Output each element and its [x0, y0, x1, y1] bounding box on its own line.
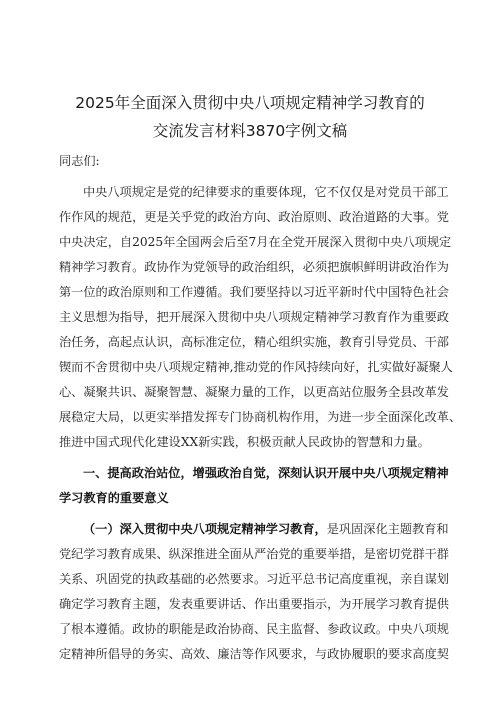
paragraph-2-text: 是巩固深化主题教育和 [326, 522, 449, 536]
paragraph-2-line: 确定学习教育主题，发表重要讲话、作出重要指示，为开展学习教育提供 [59, 597, 449, 611]
paragraph-1-line: 中央八项规定是党的纪律要求的重要体现，它不仅仅是对党员干部工 [83, 185, 449, 199]
salutation: 同志们: [59, 154, 100, 168]
paragraph-2-line: 党纪学习教育成果、纵深推进全面从严治党的重要举措，是密切党群干群 [59, 547, 449, 561]
document-title-line-2: 交流发言材料3870字例文稿 [152, 122, 348, 140]
document-title-line-1: 2025年全面深入贯彻中央八项规定精神学习教育的 [75, 94, 425, 112]
paragraph-1-line: 第一位的政治原则和工作遵循。我们要坚持以习近平新时代中国特色社会 [59, 285, 449, 299]
subsection-heading-1: （一）深入贯彻中央八项规定精神学习教育， [83, 522, 327, 536]
paragraph-2-line: 定精神所倡导的务实、高效、廉洁等作风要求，与政协履职的要求高度契 [59, 647, 449, 661]
paragraph-1-line: 锲而不舍贯彻中央八项规定精神,推动党的作风持续向好，扎实做好凝聚人 [59, 360, 453, 374]
paragraph-1-line: 推进中国式现代化建设XX新实践，积极贡献人民政协的智慧和力量。 [59, 435, 430, 449]
paragraph-2-line [0, 521, 500, 537]
paragraph-1-line: 治任务，高起点认识，高标准定位，精心组织实施，教育引导党员、干部 [59, 335, 449, 349]
paragraph-1-line: 心、凝聚共识、凝聚智慧、凝聚力量的工作，以更高站位服务全县改革发 [59, 385, 449, 399]
section-heading-1: 一、提高政治站位，增强政治自觉，深刻认识开展中央八项规定精神 [83, 466, 449, 480]
paragraph-1-line: 作作风的规范，更是关乎党的政治方向、政治原则、政治道路的大事。党 [59, 210, 449, 224]
paragraph-1-line: 展稳定大局，以更实举措发挥专门协商机构作用，为进一步全面深化改革、 [59, 410, 462, 424]
paragraph-1-line: 精神学习教育。政协作为党领导的政治组织，必须把旗帜鲜明讲政治作为 [59, 260, 449, 274]
paragraph-2-line: 关系、巩固党的执政基础的必然要求。习近平总书记高度重视，亲自谋划 [59, 572, 449, 586]
paragraph-2-line: 了根本遵循。政协的职能是政治协商、民主监督、参政议政。中央八项规 [59, 622, 449, 636]
paragraph-1-line: 主义思想为指导，把开展深入贯彻中央八项规定精神学习教育作为重要政 [59, 310, 449, 324]
paragraph-1-line: 中央决定，自2025年全国两会后至7月在全党开展深入贯彻中央八项规定 [59, 235, 452, 249]
section-heading-1-cont: 学习教育的重要意义 [59, 491, 169, 505]
